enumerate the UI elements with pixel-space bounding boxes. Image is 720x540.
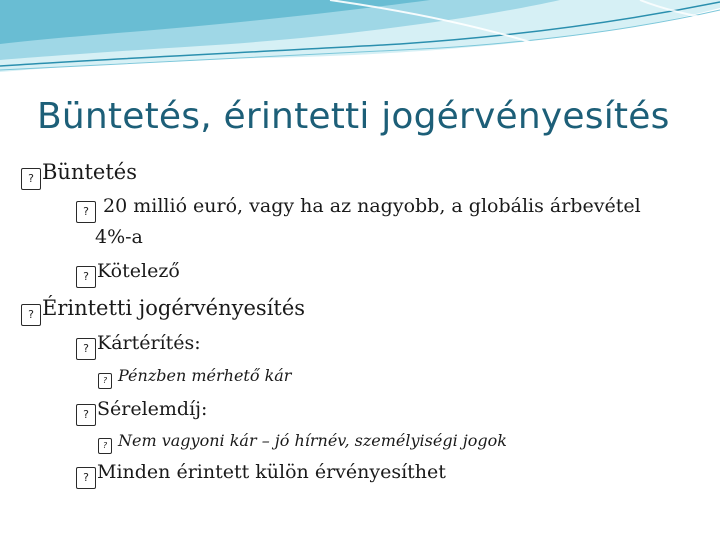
- list-item: [76, 195, 641, 223]
- list-item-text: Sérelemdíj:: [97, 398, 208, 420]
- bullet-icon: ?: [76, 404, 96, 426]
- bullet-icon: ?: [21, 304, 41, 326]
- list-item: [98, 431, 507, 454]
- list-item-text: Kártérítés:: [97, 332, 201, 354]
- list-item-text: 20 millió euró, vagy ha az nagyobb, a globális árbevétel: [97, 195, 641, 217]
- bullet-icon: ?: [21, 168, 41, 190]
- list-item: [21, 296, 305, 326]
- list-item: [76, 398, 207, 426]
- list-item-text: Érintetti jogérvényesítés: [42, 296, 306, 320]
- list-item-text: Nem vagyoni kár – jó hírnév, személyiségi jogok: [118, 431, 507, 450]
- bullet-icon: ?: [98, 373, 112, 389]
- list-item-text: Minden érintett külön érvényesíthet: [97, 461, 446, 483]
- list-item: [76, 332, 201, 360]
- list-item-text: Pénzben mérhető kár: [118, 366, 292, 385]
- bullet-icon: ?: [76, 201, 96, 223]
- list-item: [21, 160, 137, 190]
- list-item: [76, 260, 180, 288]
- list-item: [76, 461, 446, 489]
- list-item-text: Kötelező: [97, 260, 180, 282]
- slide-title: Büntetés, érintetti jogérvényesítés: [37, 96, 670, 137]
- bullet-icon: ?: [76, 266, 96, 288]
- bullet-icon: ?: [76, 467, 96, 489]
- list-item-continuation: 4%-a: [95, 226, 143, 248]
- list-item: [98, 366, 291, 389]
- header-wave-decoration: [0, 0, 720, 80]
- list-item-text: Büntetés: [42, 160, 137, 184]
- bullet-icon: ?: [76, 338, 96, 360]
- bullet-icon: ?: [98, 438, 112, 454]
